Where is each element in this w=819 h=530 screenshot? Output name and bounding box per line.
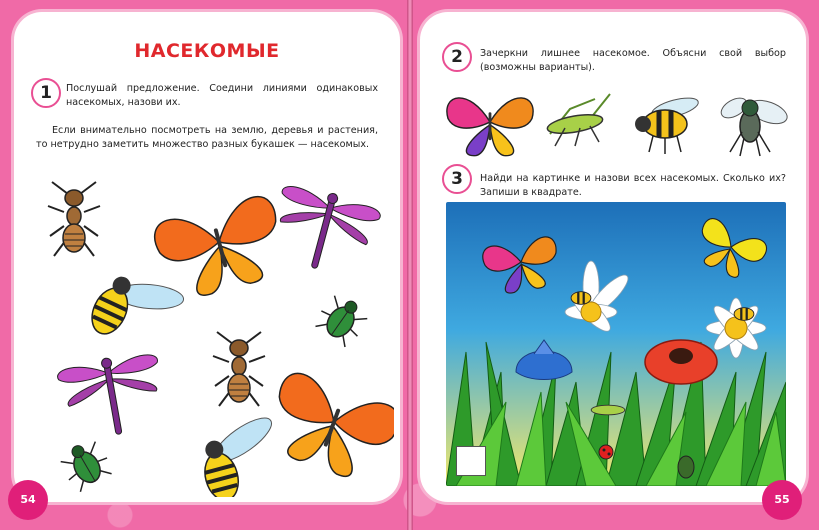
beetle-icon <box>678 456 694 478</box>
page-number-left: 54 <box>8 480 48 520</box>
daisy-flower <box>706 298 766 358</box>
left-page <box>14 12 400 502</box>
page-number-right: 55 <box>762 480 802 520</box>
bee-icon <box>571 292 591 305</box>
grasshopper-icon <box>546 94 610 146</box>
butterfly-icon <box>260 369 394 489</box>
bee-icon <box>85 256 192 360</box>
ant-icon <box>213 332 265 406</box>
task-1-instruction: Послушай предложение. Соедини линиями одинаковых насекомых, назови их. <box>66 83 378 108</box>
task-2-insects-row <box>440 82 790 162</box>
fly-icon <box>718 94 790 156</box>
task-3-number: 3 <box>442 164 472 194</box>
grasshopper-icon <box>591 405 625 415</box>
dragonfly-icon <box>56 349 169 442</box>
dragonfly-icon <box>265 181 383 282</box>
insects-matching-field <box>24 167 394 497</box>
bee-icon <box>192 408 291 497</box>
task-2-number: 2 <box>442 42 472 72</box>
meadow-picture <box>446 202 786 486</box>
task-2-instruction: Зачеркни лишнее насекомое. Объясни свой выбор (возможны варианты). <box>480 48 786 73</box>
poppy-flower <box>645 340 717 384</box>
book-gutter <box>407 0 413 530</box>
butterfly-icon <box>151 193 291 305</box>
beetle-icon <box>312 290 372 350</box>
right-page <box>420 12 806 502</box>
beetle-icon <box>56 435 115 493</box>
butterfly-icon <box>447 98 533 156</box>
bee-icon <box>734 308 754 321</box>
task-1-sentence: Если внимательно посмотреть на землю, деревья и растения, то нетрудно заметить множество разных букашек — насекомых. <box>36 125 378 150</box>
task-1-number: 1 <box>31 78 61 108</box>
ant-icon <box>48 182 100 256</box>
answer-box[interactable] <box>456 446 486 476</box>
page-title: НАСЕКОМЫЕ <box>134 40 280 62</box>
bumblebee-icon <box>635 94 700 154</box>
ladybug-icon <box>599 445 613 459</box>
task-3-instruction: Найди на картинке и назови всех насекомых. Сколько их? Запиши в квадрате. <box>480 173 786 198</box>
